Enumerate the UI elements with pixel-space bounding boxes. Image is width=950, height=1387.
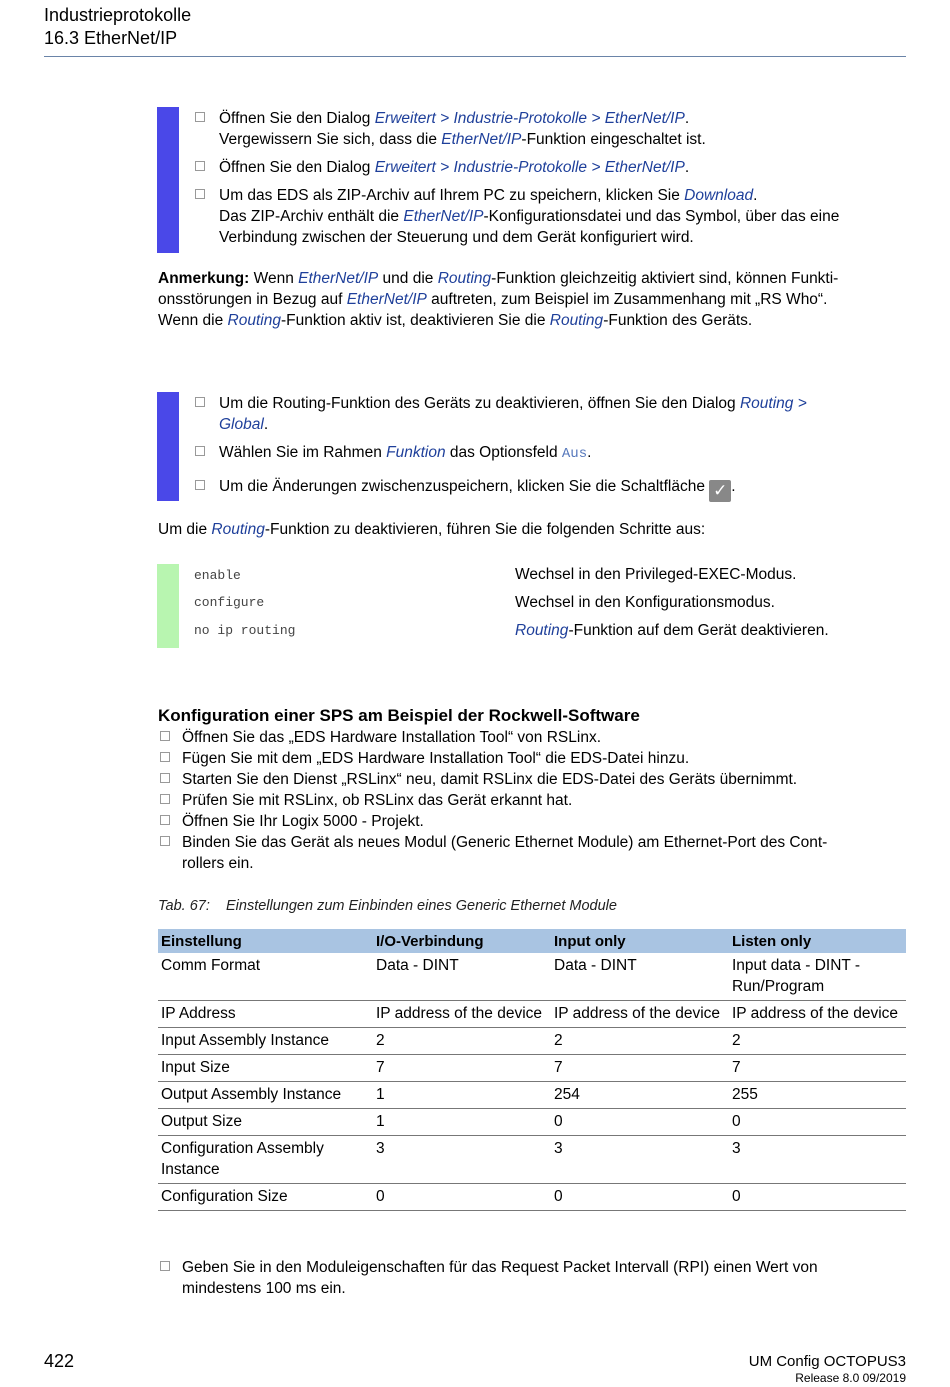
note-paragraph: Anmerkung: Wenn EtherNet/IP und die Routing-Funktion gleichzeitig aktiviert sind, können Funkti- onsstörungen in Bezug auf EtherNet/IP auftreten, zum Beispiel im Zusammenhang mit „RS Who“. Wenn die Routing-Funktion aktiv ist, deaktivieren Sie die Routing-Funktion des Geräts.: [158, 270, 839, 329]
checkbox-icon: [195, 189, 205, 199]
checkbox-icon: [195, 446, 205, 456]
running-header-section: 16.3 EtherNet/IP: [44, 28, 178, 48]
table-row: Configuration Size 0 0 0: [158, 1184, 906, 1211]
table-row: Output Assembly Instance 1 254 255: [158, 1082, 906, 1109]
list-item: Öffnen Sie das „EDS Hardware Installation Tool“ von RSLinx.: [160, 727, 906, 748]
download-link: Download: [684, 187, 754, 204]
cli-description: Wechsel in den Konfigurationsmodus.: [515, 594, 775, 611]
table-row: IP Address IP address of the device IP address of the device IP address of the device: [158, 1001, 906, 1028]
table-row: Comm Format Data - DINT Data - DINT Input data - DINT - Run/Program: [158, 953, 906, 1001]
cli-bar: [157, 564, 179, 648]
menu-path-link: Erweitert > Industrie-Protokolle > EtherNet/IP: [374, 159, 685, 176]
table-row: Output Size 1 0 0: [158, 1109, 906, 1136]
cli-command: enable: [194, 568, 241, 583]
running-header-chapter: Industrieprotokolle: [44, 5, 192, 25]
list-item: Starten Sie den Dienst „RSLinx“ neu, damit RSLinx die EDS-Datei des Geräts übernimmt.: [160, 769, 906, 790]
option-value: Aus: [561, 446, 588, 462]
cli-description: Wechsel in den Privileged-EXEC-Modus.: [515, 566, 797, 583]
instruction-step: Um die Routing-Funktion des Geräts zu deaktivieren, öffnen Sie den Dialog Routing > Global.: [195, 393, 907, 435]
cli-intro: Um die Routing-Funktion zu deaktivieren, führen Sie die folgenden Schritte aus:: [158, 521, 706, 538]
cli-description: Routing-Funktion auf dem Gerät deaktivieren.: [515, 622, 829, 639]
cli-command: configure: [194, 595, 265, 610]
list-item: Binden Sie das Gerät als neues Modul (Generic Ethernet Module) am Ethernet-Port des Cont- rollers ein.: [160, 832, 906, 874]
page-number: 422: [44, 1351, 75, 1371]
instruction-bar: [157, 107, 179, 253]
list-item: Geben Sie in den Moduleigenschaften für das Request Packet Intervall (RPI) einen Wert von mindestens 100 ms ein.: [160, 1257, 906, 1299]
instruction-step: Öffnen Sie den Dialog Erweitert > Industrie-Protokolle > EtherNet/IP. Vergewissern Sie sich, dass die EtherNet/IP-Funktion eingeschaltet ist.: [195, 108, 907, 150]
footer-doc-info: UM Config OCTOPUS3 Release 8.0 09/2019: [748, 1353, 906, 1385]
menu-path-link: Erweitert > Industrie-Protokolle > EtherNet/IP: [374, 110, 685, 127]
list-item: Fügen Sie mit dem „EDS Hardware Installation Tool“ die EDS-Datei hinzu.: [160, 748, 906, 769]
table-row: Input Size 7 7 7: [158, 1055, 906, 1082]
instruction-step: Wählen Sie im Rahmen Funktion das Optionsfeld Aus.: [195, 442, 907, 465]
instruction-step: Um die Änderungen zwischenzuspeichern, klicken Sie die Schaltfläche ✓ .: [195, 476, 907, 502]
checkbox-icon: [195, 161, 205, 171]
table-caption: Tab. 67: Einstellungen zum Einbinden eines Generic Ethernet Module: [158, 898, 617, 914]
instruction-step: Um das EDS als ZIP-Archiv auf Ihrem PC zu speichern, klicken Sie Download. Das ZIP-Archiv enthält die EtherNet/IP-Konfigurationsdatei und das Symbol, über das eine Verbindung zwischen der Steuerung und dem Gerät konfiguriert wird.: [195, 185, 907, 248]
list-item: Öffnen Sie Ihr Logix 5000 - Projekt.: [160, 811, 906, 832]
save-check-icon: ✓: [709, 480, 731, 502]
instruction-step: Öffnen Sie den Dialog Erweitert > Industrie-Protokolle > EtherNet/IP.: [195, 157, 907, 178]
instruction-bar: [157, 392, 179, 501]
table-header-row: Einstellung I/O-Verbindung Input only Listen only: [158, 929, 906, 953]
table-row: Configuration Assembly Instance 3 3 3: [158, 1136, 906, 1184]
checkbox-icon: [195, 112, 205, 122]
list-item: Prüfen Sie mit RSLinx, ob RSLinx das Gerät erkannt hat.: [160, 790, 906, 811]
cli-command: no ip routing: [194, 623, 296, 638]
settings-table: [158, 929, 906, 1211]
table-row: Input Assembly Instance 2 2 2: [158, 1028, 906, 1055]
checkbox-icon: [195, 397, 205, 407]
section-heading: Konfiguration einer SPS am Beispiel der Rockwell-Software: [158, 706, 640, 725]
checkbox-icon: [195, 480, 205, 490]
header-rule: [44, 56, 906, 57]
